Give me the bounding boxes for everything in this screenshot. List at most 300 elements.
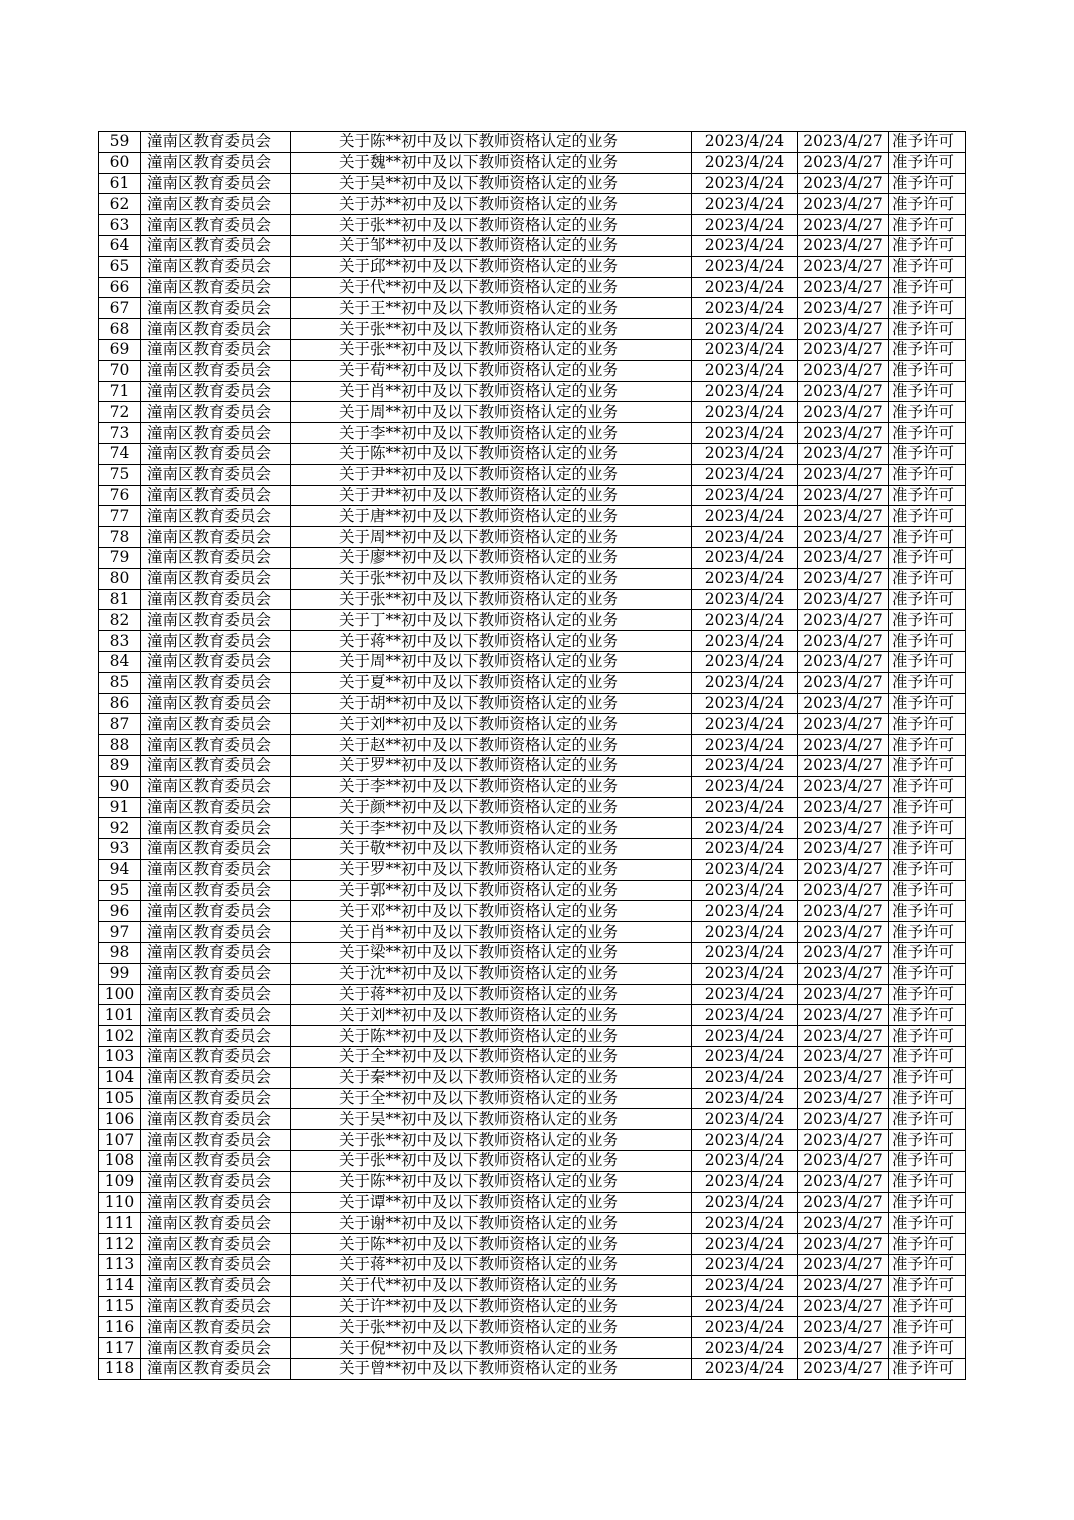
item-suffix: **初中及以下教师资格认定的业务 <box>385 1151 619 1170</box>
row-number: 105 <box>99 1088 141 1109</box>
item-prefix: 关于 <box>339 964 371 983</box>
item-suffix: **初中及以下教师资格认定的业务 <box>385 1109 619 1128</box>
accept-date-cell: 2023/4/24 <box>692 839 798 860</box>
accept-date-cell: 2023/4/24 <box>692 1317 798 1338</box>
item-prefix: 关于 <box>339 381 371 400</box>
table-row <box>99 1359 966 1380</box>
org-cell: 潼南区教育委员会 <box>141 1296 291 1317</box>
row-number: 66 <box>99 277 141 298</box>
decision-date-cell: 2023/4/27 <box>798 693 889 714</box>
decision-date-cell: 2023/4/27 <box>798 298 889 319</box>
decision-date-cell: 2023/4/27 <box>798 215 889 236</box>
org-cell: 潼南区教育委员会 <box>141 1275 291 1296</box>
applicant-surname: 全 <box>370 1047 386 1066</box>
result-cell: 准予许可 <box>889 1275 966 1296</box>
org-cell: 潼南区教育委员会 <box>141 610 291 631</box>
table-row <box>99 506 966 527</box>
item-cell <box>291 1192 692 1213</box>
table-row <box>99 714 966 735</box>
accept-date-cell: 2023/4/24 <box>692 693 798 714</box>
table-row <box>99 818 966 839</box>
row-number: 62 <box>99 194 141 215</box>
row-number: 73 <box>99 423 141 444</box>
decision-date-cell: 2023/4/27 <box>798 901 889 922</box>
result-cell: 准予许可 <box>889 1255 966 1276</box>
item-cell <box>291 256 692 277</box>
decision-date-cell: 2023/4/27 <box>798 1171 889 1192</box>
applicant-surname: 张 <box>370 340 386 359</box>
applicant-surname: 曾 <box>370 1359 386 1378</box>
result-cell: 准予许可 <box>889 984 966 1005</box>
item-suffix: **初中及以下教师资格认定的业务 <box>385 901 619 920</box>
item-suffix: **初中及以下教师资格认定的业务 <box>385 153 619 172</box>
applicant-surname: 李 <box>370 818 386 837</box>
item-suffix: **初中及以下教师资格认定的业务 <box>385 673 619 692</box>
item-prefix: 关于 <box>339 1130 371 1149</box>
decision-date-cell: 2023/4/27 <box>798 589 889 610</box>
item-cell <box>291 922 692 943</box>
row-number: 84 <box>99 651 141 672</box>
accept-date-cell: 2023/4/24 <box>692 984 798 1005</box>
org-cell: 潼南区教育委员会 <box>141 1213 291 1234</box>
item-cell <box>291 235 692 256</box>
row-number: 72 <box>99 402 141 423</box>
row-number: 75 <box>99 464 141 485</box>
item-prefix: 关于 <box>339 631 371 650</box>
table-row <box>99 859 966 880</box>
row-number: 101 <box>99 1005 141 1026</box>
table-row <box>99 839 966 860</box>
table-row <box>99 589 966 610</box>
item-suffix: **初中及以下教师资格认定的业务 <box>385 257 619 276</box>
item-cell <box>291 132 692 153</box>
accept-date-cell: 2023/4/24 <box>692 1047 798 1068</box>
item-cell <box>291 651 692 672</box>
decision-date-cell: 2023/4/27 <box>798 152 889 173</box>
item-prefix: 关于 <box>339 465 371 484</box>
applicant-surname: 郭 <box>370 881 386 900</box>
item-prefix: 关于 <box>339 881 371 900</box>
row-number: 85 <box>99 672 141 693</box>
accept-date-cell: 2023/4/24 <box>692 651 798 672</box>
result-cell: 准予许可 <box>889 1213 966 1234</box>
applicant-surname: 李 <box>370 777 386 796</box>
org-cell: 潼南区教育委员会 <box>141 776 291 797</box>
row-number: 115 <box>99 1296 141 1317</box>
row-number: 92 <box>99 818 141 839</box>
item-prefix: 关于 <box>339 735 371 754</box>
accept-date-cell: 2023/4/24 <box>692 319 798 340</box>
item-cell <box>291 152 692 173</box>
org-cell: 潼南区教育委员会 <box>141 1171 291 1192</box>
result-cell: 准予许可 <box>889 215 966 236</box>
item-cell <box>291 672 692 693</box>
applicant-surname: 尹 <box>370 485 386 504</box>
item-prefix: 关于 <box>339 1109 371 1128</box>
item-prefix: 关于 <box>339 257 371 276</box>
item-prefix: 关于 <box>339 1172 371 1191</box>
item-prefix: 关于 <box>339 943 371 962</box>
applicant-surname: 全 <box>370 1089 386 1108</box>
org-cell: 潼南区教育委员会 <box>141 1026 291 1047</box>
row-number: 61 <box>99 173 141 194</box>
org-cell: 潼南区教育委员会 <box>141 173 291 194</box>
row-number: 79 <box>99 547 141 568</box>
row-number: 110 <box>99 1192 141 1213</box>
decision-date-cell: 2023/4/27 <box>798 1088 889 1109</box>
item-prefix: 关于 <box>339 236 371 255</box>
row-number: 78 <box>99 527 141 548</box>
decision-date-cell: 2023/4/27 <box>798 1296 889 1317</box>
item-cell <box>291 1338 692 1359</box>
applicant-surname: 谢 <box>370 1213 386 1232</box>
accept-date-cell: 2023/4/24 <box>692 215 798 236</box>
item-cell <box>291 298 692 319</box>
accept-date-cell: 2023/4/24 <box>692 776 798 797</box>
applicant-surname: 邱 <box>370 257 386 276</box>
row-number: 91 <box>99 797 141 818</box>
table-row <box>99 1026 966 1047</box>
applicant-surname: 张 <box>370 1130 386 1149</box>
item-suffix: **初中及以下教师资格认定的业务 <box>385 569 619 588</box>
result-cell: 准予许可 <box>889 672 966 693</box>
permit-table-body <box>99 132 966 1380</box>
item-suffix: **初中及以下教师资格认定的业务 <box>385 693 619 712</box>
result-cell: 准予许可 <box>889 735 966 756</box>
result-cell: 准予许可 <box>889 1317 966 1338</box>
table-row <box>99 651 966 672</box>
item-suffix: **初中及以下教师资格认定的业务 <box>385 1130 619 1149</box>
applicant-surname: 陈 <box>370 1234 386 1253</box>
item-prefix: 关于 <box>339 1068 371 1087</box>
accept-date-cell: 2023/4/24 <box>692 381 798 402</box>
decision-date-cell: 2023/4/27 <box>798 672 889 693</box>
item-suffix: **初中及以下教师资格认定的业务 <box>385 1005 619 1024</box>
org-cell: 潼南区教育委员会 <box>141 1338 291 1359</box>
org-cell: 潼南区教育委员会 <box>141 506 291 527</box>
result-cell: 准予许可 <box>889 693 966 714</box>
accept-date-cell: 2023/4/24 <box>692 1255 798 1276</box>
row-number: 107 <box>99 1130 141 1151</box>
applicant-surname: 陈 <box>370 132 386 151</box>
accept-date-cell: 2023/4/24 <box>692 1088 798 1109</box>
result-cell: 准予许可 <box>889 1296 966 1317</box>
org-cell: 潼南区教育委员会 <box>141 672 291 693</box>
item-suffix: **初中及以下教师资格认定的业务 <box>385 985 619 1004</box>
accept-date-cell: 2023/4/24 <box>692 963 798 984</box>
table-row <box>99 298 966 319</box>
row-number: 108 <box>99 1151 141 1172</box>
accept-date-cell: 2023/4/24 <box>692 423 798 444</box>
applicant-surname: 唐 <box>370 506 386 525</box>
result-cell: 准予许可 <box>889 132 966 153</box>
applicant-surname: 张 <box>370 569 386 588</box>
org-cell: 潼南区教育委员会 <box>141 1317 291 1338</box>
item-cell <box>291 984 692 1005</box>
row-number: 71 <box>99 381 141 402</box>
accept-date-cell: 2023/4/24 <box>692 547 798 568</box>
accept-date-cell: 2023/4/24 <box>692 1005 798 1026</box>
table-row <box>99 277 966 298</box>
org-cell: 潼南区教育委员会 <box>141 152 291 173</box>
item-suffix: **初中及以下教师资格认定的业务 <box>385 797 619 816</box>
item-cell <box>291 631 692 652</box>
table-row <box>99 1317 966 1338</box>
result-cell: 准予许可 <box>889 797 966 818</box>
item-cell <box>291 173 692 194</box>
item-cell <box>291 1296 692 1317</box>
org-cell: 潼南区教育委员会 <box>141 735 291 756</box>
org-cell: 潼南区教育委员会 <box>141 859 291 880</box>
decision-date-cell: 2023/4/27 <box>798 423 889 444</box>
org-cell: 潼南区教育委员会 <box>141 631 291 652</box>
decision-date-cell: 2023/4/27 <box>798 1359 889 1380</box>
applicant-surname: 沈 <box>370 964 386 983</box>
row-number: 63 <box>99 215 141 236</box>
accept-date-cell: 2023/4/24 <box>692 256 798 277</box>
item-prefix: 关于 <box>339 1276 371 1295</box>
decision-date-cell: 2023/4/27 <box>798 1192 889 1213</box>
applicant-surname: 罗 <box>370 860 386 879</box>
table-row <box>99 1171 966 1192</box>
table-row <box>99 568 966 589</box>
org-cell: 潼南区教育委员会 <box>141 901 291 922</box>
item-suffix: **初中及以下教师资格认定的业务 <box>385 319 619 338</box>
org-cell: 潼南区教育委员会 <box>141 1130 291 1151</box>
item-prefix: 关于 <box>339 1338 371 1357</box>
decision-date-cell: 2023/4/27 <box>798 1151 889 1172</box>
applicant-surname: 颜 <box>370 797 386 816</box>
item-cell <box>291 943 692 964</box>
item-prefix: 关于 <box>339 693 371 712</box>
result-cell: 准予许可 <box>889 1088 966 1109</box>
accept-date-cell: 2023/4/24 <box>692 485 798 506</box>
table-row <box>99 132 966 153</box>
result-cell: 准予许可 <box>889 152 966 173</box>
decision-date-cell: 2023/4/27 <box>798 527 889 548</box>
row-number: 87 <box>99 714 141 735</box>
decision-date-cell: 2023/4/27 <box>798 631 889 652</box>
accept-date-cell: 2023/4/24 <box>692 943 798 964</box>
accept-date-cell: 2023/4/24 <box>692 402 798 423</box>
accept-date-cell: 2023/4/24 <box>692 735 798 756</box>
item-prefix: 关于 <box>339 402 371 421</box>
decision-date-cell: 2023/4/27 <box>798 1067 889 1088</box>
applicant-surname: 李 <box>370 423 386 442</box>
result-cell: 准予许可 <box>889 506 966 527</box>
result-cell: 准予许可 <box>889 464 966 485</box>
org-cell: 潼南区教育委员会 <box>141 963 291 984</box>
applicant-surname: 陈 <box>370 1026 386 1045</box>
accept-date-cell: 2023/4/24 <box>692 1359 798 1380</box>
decision-date-cell: 2023/4/27 <box>798 1026 889 1047</box>
row-number: 70 <box>99 360 141 381</box>
item-prefix: 关于 <box>339 860 371 879</box>
item-cell <box>291 880 692 901</box>
applicant-surname: 周 <box>370 527 386 546</box>
table-row <box>99 1130 966 1151</box>
item-suffix: **初中及以下教师资格认定的业务 <box>385 1338 619 1357</box>
result-cell: 准予许可 <box>889 755 966 776</box>
org-cell: 潼南区教育委员会 <box>141 215 291 236</box>
result-cell: 准予许可 <box>889 1171 966 1192</box>
item-prefix: 关于 <box>339 319 371 338</box>
item-prefix: 关于 <box>339 922 371 941</box>
item-prefix: 关于 <box>339 818 371 837</box>
item-prefix: 关于 <box>339 132 371 151</box>
item-cell <box>291 1275 692 1296</box>
item-suffix: **初中及以下教师资格认定的业务 <box>385 756 619 775</box>
row-number: 97 <box>99 922 141 943</box>
result-cell: 准予许可 <box>889 1047 966 1068</box>
org-cell: 潼南区教育委员会 <box>141 880 291 901</box>
accept-date-cell: 2023/4/24 <box>692 1171 798 1192</box>
item-cell <box>291 714 692 735</box>
decision-date-cell: 2023/4/27 <box>798 943 889 964</box>
item-suffix: **初中及以下教师资格认定的业务 <box>385 589 619 608</box>
applicant-surname: 蒋 <box>370 985 386 1004</box>
decision-date-cell: 2023/4/27 <box>798 1047 889 1068</box>
item-prefix: 关于 <box>339 1047 371 1066</box>
accept-date-cell: 2023/4/24 <box>692 443 798 464</box>
item-suffix: **初中及以下教师资格认定的业务 <box>385 1026 619 1045</box>
result-cell: 准予许可 <box>889 402 966 423</box>
org-cell: 潼南区教育委员会 <box>141 298 291 319</box>
accept-date-cell: 2023/4/24 <box>692 298 798 319</box>
applicant-surname: 刘 <box>370 1005 386 1024</box>
table-row <box>99 963 966 984</box>
item-suffix: **初中及以下教师资格认定的业务 <box>385 173 619 192</box>
item-cell <box>291 1255 692 1276</box>
row-number: 99 <box>99 963 141 984</box>
org-cell: 潼南区教育委员会 <box>141 589 291 610</box>
org-cell: 潼南区教育委员会 <box>141 464 291 485</box>
table-row <box>99 1151 966 1172</box>
item-cell <box>291 464 692 485</box>
applicant-surname: 张 <box>370 215 386 234</box>
org-cell: 潼南区教育委员会 <box>141 485 291 506</box>
item-suffix: **初中及以下教师资格认定的业务 <box>385 423 619 442</box>
table-row <box>99 984 966 1005</box>
item-prefix: 关于 <box>339 1213 371 1232</box>
item-suffix: **初中及以下教师资格认定的业务 <box>385 652 619 671</box>
accept-date-cell: 2023/4/24 <box>692 173 798 194</box>
result-cell: 准予许可 <box>889 568 966 589</box>
table-row <box>99 1255 966 1276</box>
row-number: 93 <box>99 839 141 860</box>
row-number: 65 <box>99 256 141 277</box>
item-cell <box>291 859 692 880</box>
item-prefix: 关于 <box>339 215 371 234</box>
accept-date-cell: 2023/4/24 <box>692 1338 798 1359</box>
org-cell: 潼南区教育委员会 <box>141 693 291 714</box>
item-prefix: 关于 <box>339 985 371 1004</box>
table-row <box>99 402 966 423</box>
result-cell: 准予许可 <box>889 1067 966 1088</box>
item-cell <box>291 527 692 548</box>
accept-date-cell: 2023/4/24 <box>692 589 798 610</box>
applicant-surname: 敬 <box>370 839 386 858</box>
item-prefix: 关于 <box>339 673 371 692</box>
result-cell: 准予许可 <box>889 194 966 215</box>
decision-date-cell: 2023/4/27 <box>798 1234 889 1255</box>
result-cell: 准予许可 <box>889 173 966 194</box>
accept-date-cell: 2023/4/24 <box>692 797 798 818</box>
item-suffix: **初中及以下教师资格认定的业务 <box>385 1193 619 1212</box>
row-number: 95 <box>99 880 141 901</box>
table-row <box>99 152 966 173</box>
decision-date-cell: 2023/4/27 <box>798 277 889 298</box>
accept-date-cell: 2023/4/24 <box>692 464 798 485</box>
decision-date-cell: 2023/4/27 <box>798 984 889 1005</box>
decision-date-cell: 2023/4/27 <box>798 1255 889 1276</box>
row-number: 64 <box>99 235 141 256</box>
item-prefix: 关于 <box>339 1255 371 1274</box>
org-cell: 潼南区教育委员会 <box>141 797 291 818</box>
table-row <box>99 443 966 464</box>
item-cell <box>291 423 692 444</box>
item-suffix: **初中及以下教师资格认定的业务 <box>385 714 619 733</box>
item-suffix: **初中及以下教师资格认定的业务 <box>385 361 619 380</box>
accept-date-cell: 2023/4/24 <box>692 1213 798 1234</box>
table-row <box>99 631 966 652</box>
applicant-surname: 代 <box>370 1276 386 1295</box>
table-row <box>99 1192 966 1213</box>
org-cell: 潼南区教育委员会 <box>141 319 291 340</box>
org-cell: 潼南区教育委员会 <box>141 339 291 360</box>
accept-date-cell: 2023/4/24 <box>692 1192 798 1213</box>
org-cell: 潼南区教育委员会 <box>141 402 291 423</box>
accept-date-cell: 2023/4/24 <box>692 1151 798 1172</box>
applicant-surname: 魏 <box>370 153 386 172</box>
item-cell <box>291 1171 692 1192</box>
applicant-surname: 廖 <box>370 548 386 567</box>
item-prefix: 关于 <box>339 485 371 504</box>
accept-date-cell: 2023/4/24 <box>692 506 798 527</box>
row-number: 113 <box>99 1255 141 1276</box>
item-suffix: **初中及以下教师资格认定的业务 <box>385 506 619 525</box>
applicant-surname: 张 <box>370 1317 386 1336</box>
item-prefix: 关于 <box>339 361 371 380</box>
decision-date-cell: 2023/4/27 <box>798 256 889 277</box>
item-cell <box>291 277 692 298</box>
item-cell <box>291 1067 692 1088</box>
decision-date-cell: 2023/4/27 <box>798 714 889 735</box>
accept-date-cell: 2023/4/24 <box>692 714 798 735</box>
applicant-surname: 梁 <box>370 943 386 962</box>
applicant-surname: 肖 <box>370 922 386 941</box>
row-number: 112 <box>99 1234 141 1255</box>
row-number: 94 <box>99 859 141 880</box>
accept-date-cell: 2023/4/24 <box>692 132 798 153</box>
applicant-surname: 蒋 <box>370 631 386 650</box>
decision-date-cell: 2023/4/27 <box>798 547 889 568</box>
decision-date-cell: 2023/4/27 <box>798 651 889 672</box>
table-row <box>99 797 966 818</box>
item-prefix: 关于 <box>339 1234 371 1253</box>
item-suffix: **初中及以下教师资格认定的业务 <box>385 465 619 484</box>
result-cell: 准予许可 <box>889 922 966 943</box>
org-cell: 潼南区教育委员会 <box>141 1151 291 1172</box>
decision-date-cell: 2023/4/27 <box>798 610 889 631</box>
row-number: 68 <box>99 319 141 340</box>
result-cell: 准予许可 <box>889 610 966 631</box>
row-number: 77 <box>99 506 141 527</box>
item-cell <box>291 818 692 839</box>
org-cell: 潼南区教育委员会 <box>141 818 291 839</box>
org-cell: 潼南区教育委员会 <box>141 1255 291 1276</box>
table-row <box>99 339 966 360</box>
